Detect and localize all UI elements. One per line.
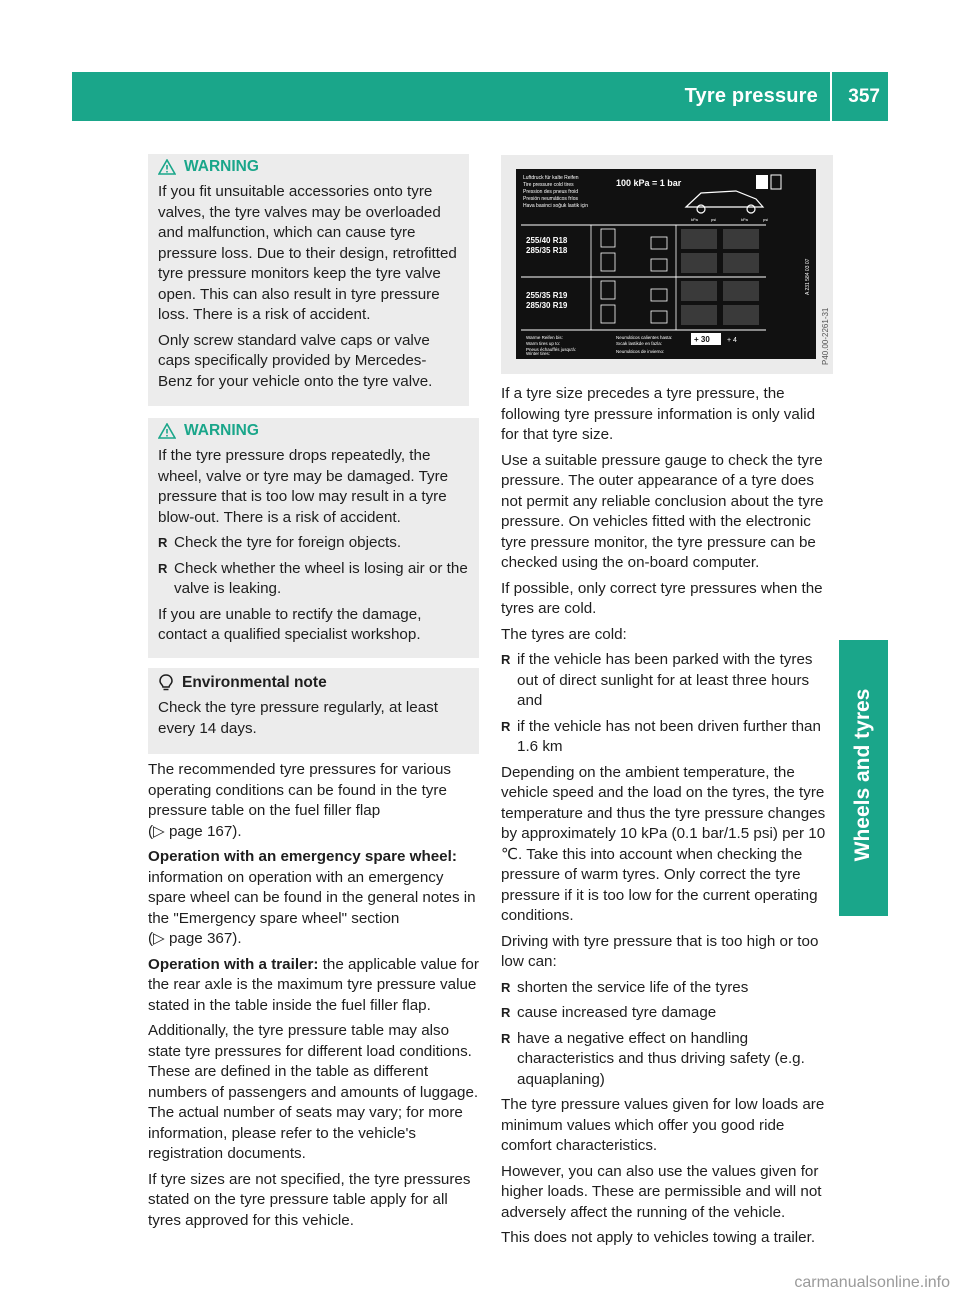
paragraph: This does not apply to vehicles towing a trailer.	[501, 1229, 816, 1246]
warning-text: If you fit unsuitable accessories onto tyre valves, the tyre valves may be overloaded and malfunction, which can cause tyre pressure loss. Due to their design, retrofitted tyre pressure monitors keep the tyre valve open. This can also result in tyre pressure loss. There is a risk of accident.	[158, 183, 457, 323]
right-column	[501, 384, 833, 1254]
paragraph: If possible, only correct tyre pressures when the tyres are cold.	[501, 579, 823, 617]
left-column	[148, 760, 480, 1236]
label-header-text: Pression des pneus froid	[523, 189, 579, 195]
label-header-text: Hava basinci soğuk lastik için	[523, 203, 589, 209]
paragraph: The tyre pressure values given for low loads are minimum values which offer you good ride comfort characteristics.	[501, 1096, 825, 1154]
tyre-pressure-label-figure	[501, 155, 833, 374]
paragraph: Depending on the ambient temperature, the vehicle speed and the load on the tyres, the tyre temperature and thus the tyre pressure changes by approximately 10 kPa (0.1 bar/1.5 psi) per 10 ℃. Take this into account when checking the pressure of warm tyres. Only correct the tyre pressure if it is too low for the current operating conditions.	[501, 763, 826, 924]
warning-triangle-icon	[158, 159, 176, 175]
list-item: R Check the tyre for foreign objects.	[158, 533, 469, 554]
label-tyre-size: 255/35 R19	[526, 291, 568, 300]
page-title: Tyre pressure	[684, 85, 818, 107]
environmental-note-box	[148, 668, 479, 754]
label-warm-text: Warme Reifen bis:	[526, 335, 563, 340]
paragraph: Driving with tyre pressure that is too high or too low can:	[501, 932, 819, 970]
warning-text: If the tyre pressure drops repeatedly, the wheel, valve or tyre may be damaged. Tyre pressure that is too low may result in a tyre blow-out. There is a risk of accident.	[158, 447, 449, 526]
page-number: 357	[848, 86, 880, 107]
label-header-text: Luftdruck für kalte Reifen	[523, 175, 579, 181]
paragraph: The recommended tyre pressures for various operating conditions can be found in the tyre pressure table on the fuel filler flap	[148, 761, 452, 819]
label-kpa-conversion: 100 kPa = 1 bar	[616, 178, 682, 188]
label-warm-text: Sıcak lastikde en fazla:	[616, 341, 663, 346]
warning-box-accessories	[148, 154, 469, 406]
label-tyre-size: 285/30 R19	[526, 301, 568, 310]
paragraph: If tyre sizes are not specified, the tyre pressures stated on the tyre pressure table apply for all tyres approved for this vehicle.	[148, 1170, 471, 1229]
warning-text: If you are unable to rectify the damage, contact a qualified specialist workshop.	[158, 605, 422, 643]
warning-title: WARNING	[158, 422, 469, 440]
label-warm-text: Pneus échauffés jusqu'à:	[526, 347, 577, 352]
environmental-note-text: Check the tyre pressure regularly, at least every 14 days.	[158, 699, 438, 737]
label-unit: kPa	[691, 217, 698, 222]
label-tyre-size: 285/35 R18	[526, 246, 568, 255]
lightbulb-icon	[158, 674, 174, 692]
paragraph: Additionally, the tyre pressure table may also state tyre pressures for different load conditions. These are defined in the table as different numbers of passengers and amounts of luggage. The actual number of seats may vary; for more information, please refer to the vehicle's registration documents.	[148, 1022, 479, 1162]
figure-code: P40.00-2261-31	[821, 307, 830, 365]
paragraph: information on operation with an emergency spare wheel can be found in the general notes in the "Emergency spare wheel" section	[148, 868, 476, 927]
label-warm-text: Neumáticos calientes hasta:	[616, 335, 673, 340]
warning-triangle-icon	[158, 423, 176, 439]
label-warm-psi: + 4	[727, 337, 737, 344]
header-separator	[830, 72, 832, 121]
paragraph: the applicable value for the rear axle is the maximum tyre pressure value stated in the table inside the fuel filler flap.	[148, 955, 479, 1014]
paragraph: Use a suitable pressure gauge to check the tyre pressure. The outer appearance of a tyre does not permit any reliable conclusion about the tyre pressure. On vehicles fitted with the electronic tyre pressure monitor, the tyre pressure can be checked using the on-board computer.	[501, 451, 824, 571]
list-item: R Check whether the wheel is losing air or the valve is leaking.	[158, 559, 469, 600]
subheading: Operation with a trailer:	[148, 955, 319, 973]
label-code: A 231 584 03 07	[805, 258, 811, 295]
paragraph: However, you can also use the values given for higher loads. These are permissible and will not adversely affect the running of the vehicle.	[501, 1162, 822, 1221]
list-item: R if the vehicle has not been driven further than 1.6 km	[501, 717, 833, 758]
page-reference: (▷ page 167).	[148, 822, 242, 840]
list-item: R have a negative effect on handling characteristics and thus driving safety (e.g. aquaplaning)	[501, 1029, 833, 1091]
label-unit: kPa	[741, 217, 748, 222]
label-warm-text: Warm tires up to:	[526, 341, 561, 346]
page-reference: (▷ page 367).	[148, 930, 242, 947]
label-header-text: Presión neumáticos fríos	[523, 196, 579, 202]
list-item: R cause increased tyre damage	[501, 1003, 833, 1024]
label-winter-text: Neumáticos de invierno:	[616, 349, 665, 354]
warning-title: WARNING	[158, 158, 459, 176]
chapter-tab-marker	[839, 866, 888, 916]
label-header-text: Tire pressure cold tires	[523, 182, 574, 188]
subheading: Operation with an emergency spare wheel:	[148, 848, 457, 865]
warning-box-pressure-drop	[148, 418, 479, 658]
label-unit: psi	[711, 217, 717, 222]
chapter-tab-label: Wheels and tyres	[851, 688, 874, 862]
page-header	[72, 72, 888, 121]
list-item: R if the vehicle has been parked with the tyres out of direct sunlight for at least three hours and	[501, 650, 833, 712]
paragraph: If a tyre size precedes a tyre pressure, the following tyre pressure information is only valid for that tyre size.	[501, 385, 816, 443]
label-warm-kpa: + 30	[694, 335, 710, 344]
label-unit: psi	[763, 217, 769, 222]
warning-text: Only screw standard valve caps or valve caps specifically provided by Mercedes-Benz for your vehicle onto the tyre valve.	[158, 331, 433, 390]
watermark[interactable]: carmanualsonline.info	[794, 1274, 950, 1291]
label-tyre-size: 255/40 R18	[526, 236, 568, 245]
paragraph: The tyres are cold:	[501, 625, 627, 643]
environmental-note-title: Environmental note	[158, 674, 469, 692]
label-winter-text: Winter tires:	[526, 351, 551, 356]
list-item: R shorten the service life of the tyres	[501, 978, 833, 999]
